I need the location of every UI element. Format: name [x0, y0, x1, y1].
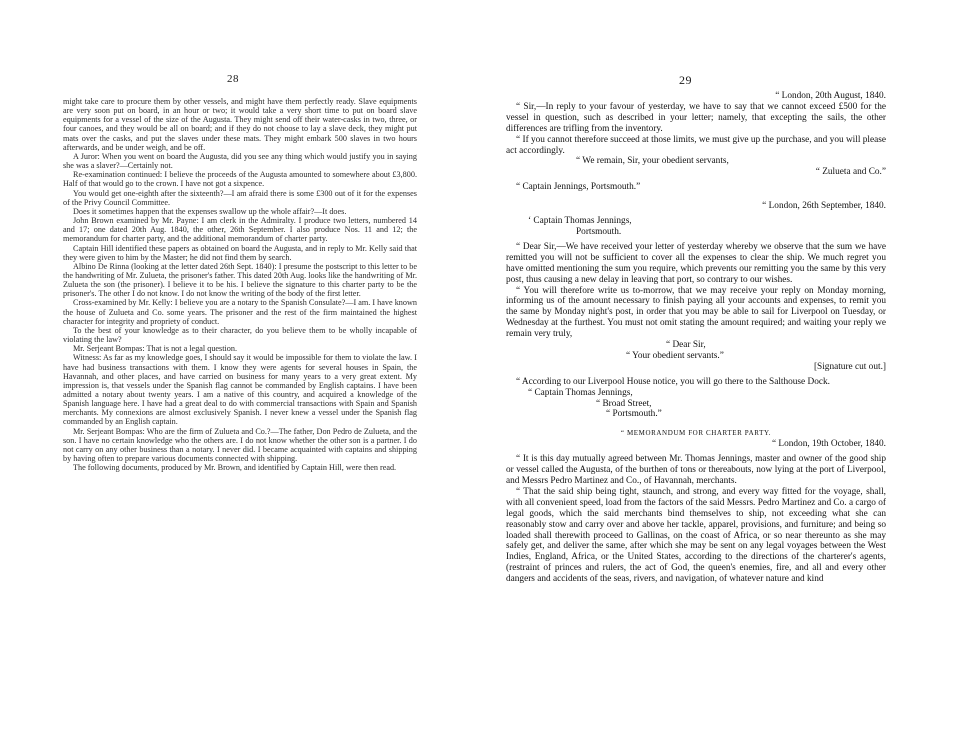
paragraph: You would get one-eighth after the sixteenth?—I am afraid there is some £300 out of it for the expenses of the Privy Council Committee. — [63, 188, 417, 207]
memorandum-body: “ It is this day mutually agreed between Mr. Thomas Jennings, master and owner of the good ship or vessel called the Augusta, of the burthen of tons or thereabouts, now lying at the port of Liverpool, and Messrs Pedro Martinez and Co., of Havannah, merchants. — [506, 454, 886, 486]
letter2-addressee-town: Portsmouth. — [576, 226, 622, 237]
letter2-date: “ London, 26th September, 1840. — [762, 201, 886, 212]
page-number-left: 28 — [227, 73, 239, 85]
page-number-right: 29 — [679, 73, 692, 87]
paragraph: Re-examination continued: I believe the proceeds of the Augusta amounted to somewhere about £3,800. Half of that would go to the crown. I have not got a sixpence. — [63, 170, 417, 189]
letter1-body: “ If you cannot therefore succeed at those limits, we must give up the purchase, and you will please act accordingly. — [506, 134, 886, 156]
letter2-address-line: “ Portsmouth.” — [606, 409, 662, 420]
letter2-addressee: ‘ Captain Thomas Jennings, — [528, 216, 632, 227]
paragraph: A Juror: When you went on board the Augusta, did you see any thing which would justify you in saying she was a slaver?—Certainly not. — [63, 151, 417, 171]
memorandum-date: “ London, 19th October, 1840. — [771, 439, 886, 450]
letter2-closing: “ Your obedient servants.” — [626, 350, 724, 361]
right-page — [490, 0, 980, 731]
paragraph: Cross-examined by Mr. Kelly: I believe you are a notary to the Spanish Consulate?—I am. I have known the house of Zulueta and Co. some years. The prisoner and the rest of the firm maintained the highest character for integrity and propriety of conduct. — [63, 298, 417, 326]
spacer — [506, 193, 886, 201]
left-page-text — [63, 97, 417, 472]
letter2-salutation: “ Dear Sir, — [666, 340, 706, 351]
paragraph: Witness: As far as my knowledge goes, I should say it would be impossible for them to violate the law. I have had business transactions with them. I know they were agents for several houses in Spain, the Havannah, and other places, and have carried on business for many years to a very great extent. My impression is, that vessels under the Spanish flag cannot be commanded by English captains. I have been admitted a notary about twenty years. I am a native of this country, and acquired a knowledge of the Spanish language here. I have had a great deal to do with commercial transactions with Spain and Spanish merchants. My connexions are almost exclusively Spanish. I never knew a vessel under the Spanish flag commanded by an English captain. — [63, 353, 417, 427]
paragraph: The following documents, produced by Mr. Brown, and identified by Captain Hill, were then read. — [73, 463, 397, 473]
letter2-address-line: “ Captain Thomas Jennings, — [528, 387, 633, 398]
letter1-signature: “ Zulueta and Co.” — [815, 167, 886, 178]
paragraph: might take care to procure them by other vessels, and might have them perfectly ready. Slave equipments are very soon put on board, in an hour or two; it would take a very short time to put on board slave equipments for a vessel of the size of the Augusta. They might send off their water-casks in two, three, or four canoes, and they would be all on board; and if they do not choose to lay a slave deck, they might put mats over the casks, and put the slaves under these mats. They might embark 500 slaves in two hours afterwards, and be under weigh, and be off. — [63, 97, 417, 152]
letter2-note: [Signature cut out.] — [813, 361, 886, 372]
letter1-addressee: “ Captain Jennings, Portsmouth.” — [516, 182, 641, 193]
memorandum-heading: “ MEMORANDUM FOR CHARTER PARTY. — [620, 429, 772, 438]
letter2-body: “ Dear Sir,—We have received your letter of yesterday whereby we observe that the sum we have remitted you will not be sufficient to cover all the expenses to clear the ship. We much regret you have omitted mentioning the sum you require, which prevents our remitting you the same by this very post, thus causing a new delay in leaving that port, so contrary to our wishes. — [506, 241, 886, 285]
letter1-closing: “ We remain, Sir, your obedient servants, — [576, 156, 729, 167]
paragraph: To the best of your knowledge as to their character, do you believe them to be wholly incapable of violating the law? — [63, 325, 417, 345]
letter2-postscript: “ According to our Liverpool House notice, you will go there to the Salthouse Dock. — [516, 376, 830, 387]
paragraph: Captain Hill identified these papers as obtained on board the Augusta, and in reply to Mr. Kelly said that they were given to him by the Master; he did not find them by search. — [63, 243, 417, 262]
paragraph: Does it sometimes happen that the expenses swallow up the whole affair?—It does. — [73, 206, 347, 216]
memorandum-body: “ That the said ship being tight, staunch, and strong, and every way fitted for the voyage, shall, with all convenient speed, load from the factors of the said Messrs. Pedro Martinez and Co. a cargo of legal goods, which the said merchants bind themselves to ship, not exceeding what she can reasonably stow and carry over and above her tackle, apparel, provisions, and furniture; and being so loaded shall therewith proceed to Gallinas, on the coast of Africa, or so near thereunto as she may safely get, and deliver the same, after which she may be sent on any legal voyages between the West Indies, England, Africa, or the United States, according to the directions of the charterer's agents, (restraint of princes and rulers, the act of God, the queen's enemies, fire, and all and every other dangers and accidents of the seas, rivers, and navigation, of whatever nature and kind — [506, 486, 886, 585]
letter1-body: “ Sir,—In reply to your favour of yesterday, we have to say that we cannot exceed £500 for the vessel in question, such as described in your letter; namely, that excepting the sails, the other differences are trifling from the inventory. — [506, 101, 886, 134]
paragraph: Mr. Serjeant Bompas: Who are the firm of Zulueta and Co.?—The father, Don Pedro de Zulueta, and the son. I have no certain knowledge who the others are. I do not know whether the other son is a partner. I do not carry on any other business than a notary. I never did. I became acquainted with captains and shipping by having often to prepare various documents connected with shipping. — [63, 426, 417, 464]
letter2-address-line: “ Broad Street, — [596, 398, 652, 409]
letter1-date: “ London, 20th August, 1840. — [775, 91, 886, 101]
paragraph: John Brown examined by Mr. Payne: I am clerk in the Admiralty. I produce two letters, numbered 14 and 17; one dated 20th Aug. 1840, the other, 26th September. I also produce Nos. 11 and 12; the memorandum for charter party, and the additional memorandum of charter party. — [63, 216, 417, 244]
letter2-body: “ You will therefore write us to-morrow, that we may receive your reply on Monday morning, informing us of the amount necessary to finish paying all your accounts and expenses, to remit you the same by Monday night's post, in order that you may be able to sail for Liverpool on Tuesday, or Wednesday at the furthest. You must not omit stating the amount required; and waiting your reply we remain very truly, — [506, 285, 886, 340]
paragraph: Albino De Rinna (looking at the letter dated 26th Sept. 1840): I presume the postscript to this letter to be the handwriting of Mr. Zulueta, the prisoner's father. This dated 20th Aug. looks like the handwriting of Mr. Zulueta the son (the prisoner). I believe it to be his. I believe the signature to this charter party to be the prisoner's. The other I do not know. I do not know the writing of the body of the first letter. — [63, 261, 417, 299]
spacer — [506, 420, 886, 428]
right-page-text — [506, 91, 886, 585]
paragraph: Mr. Serjeant Bompas: That is not a legal question. — [73, 344, 238, 354]
